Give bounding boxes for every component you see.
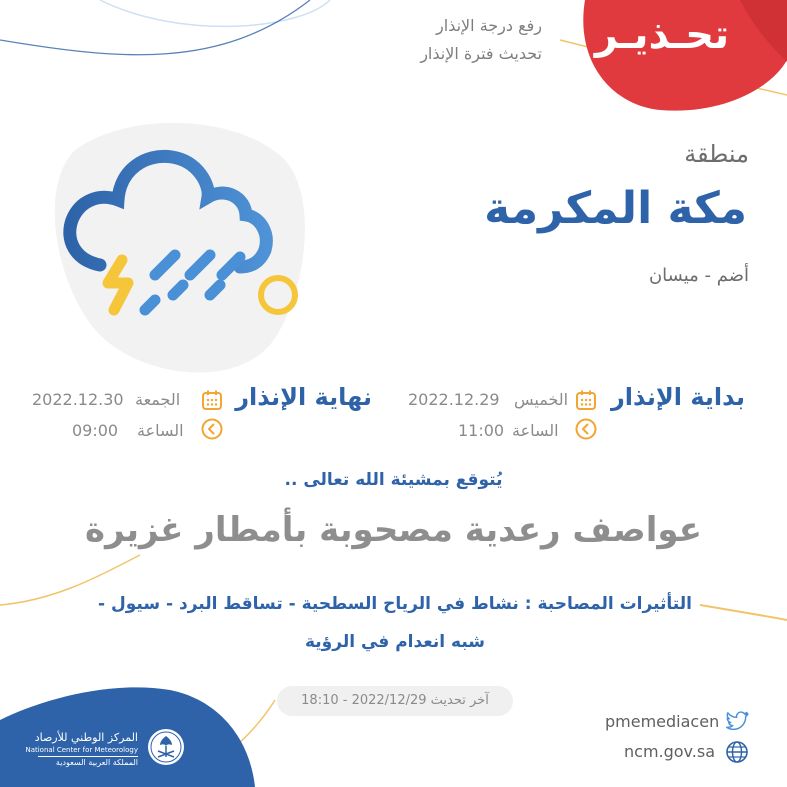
affected-areas: أضم - ميسان — [648, 265, 749, 286]
forecast-effects — [90, 585, 700, 661]
status-period-updated: تحديث فترة الإنذار — [420, 44, 542, 63]
twitter-handle[interactable]: pmemediacen — [605, 712, 720, 731]
thunderstorm-rain-icon — [60, 145, 310, 335]
org-divider — [38, 756, 138, 757]
end-date: 2022.12.30 — [32, 390, 124, 409]
start-day: الخميس — [514, 390, 569, 409]
forecast-intro: يُتوقع بمشيئة الله تعالى .. — [284, 470, 503, 490]
start-date: 2022.12.29 — [408, 390, 500, 409]
ncm-emblem-icon — [146, 727, 186, 767]
forecast-headline: عواصف رعدية مصحوبة بأمطار غزيرة — [85, 510, 702, 550]
effects-line-2: شبه انعدام في الرؤية — [304, 632, 485, 652]
start-time: 11:00 — [458, 421, 505, 440]
twitter-icon[interactable] — [726, 711, 750, 733]
region-name: مكة المكرمة — [484, 183, 747, 234]
clock-chevron-icon — [201, 418, 223, 440]
end-time: 09:00 — [72, 421, 119, 440]
calendar-icon — [575, 389, 597, 411]
start-title: بداية الإنذار — [610, 383, 745, 411]
region-label: منطقة — [684, 140, 749, 168]
last-update: آخر تحديث 2022/12/29 - 18:10 — [277, 686, 513, 716]
org-country-ar: المملكة العربية السعودية — [55, 758, 138, 767]
status-escalated: رفع درجة الإنذار — [436, 16, 542, 35]
end-title: نهاية الإنذار — [235, 383, 372, 411]
website-link[interactable]: ncm.gov.sa — [624, 742, 716, 761]
start-time-label: الساعة — [512, 421, 559, 440]
calendar-icon — [201, 389, 223, 411]
globe-icon[interactable] — [725, 740, 749, 764]
org-name-ar: المركز الوطني للأرصاد — [34, 731, 138, 744]
warning-badge: تحـذيـر — [594, 12, 730, 58]
end-time-label: الساعة — [137, 421, 184, 440]
clock-chevron-icon — [575, 418, 597, 440]
end-day: الجمعة — [135, 390, 181, 409]
org-name-en: National Center for Meteorology — [25, 746, 138, 754]
effects-line-1: التأثيرات المصاحبة : نشاط في الرياح السطحية - تساقط البرد - سيول - — [98, 594, 692, 614]
